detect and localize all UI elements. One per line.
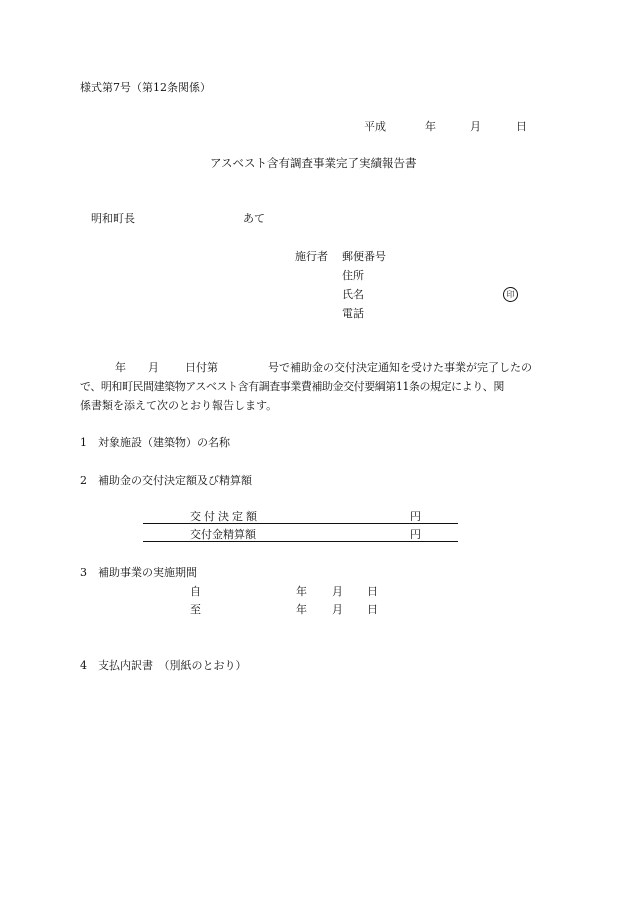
seal-mark: 印 [503,287,518,302]
section-1-heading: 1 対象施設（建築物）の名称 [80,436,230,449]
date-year: 年 [425,120,436,133]
addressee-suffix: あて [243,212,265,225]
decision-amount-unit: 円 [410,510,421,523]
decision-amount-underline [143,523,458,524]
form-number: 様式第7号（第12条関係） [80,81,211,94]
body-line1-rest: 号で補助金の交付決定通知を受けた事業が完了したの [268,361,532,374]
name-label: 氏名 [342,288,364,301]
body-day-ref: 日付第 [185,361,218,374]
period-to-label: 至 [190,603,201,616]
section-4-heading: 4 支払内訳書 （別紙のとおり） [80,659,247,672]
period-from-label: 自 [190,585,201,598]
settlement-amount-underline [143,541,458,542]
decision-amount-label: 交付決定額 [190,510,260,523]
document-title: アスベスト含有調査事業完了実績報告書 [210,156,417,170]
settlement-amount-label: 交付金精算額 [190,528,256,541]
body-line2: で、明和町民間建築物アスベスト含有調査事業費補助金交付要綱第11条の規定により、関 [80,380,504,393]
period-to-day: 日 [367,603,378,616]
period-from-day: 日 [367,585,378,598]
phone-label: 電話 [342,307,364,320]
date-era: 平成 [364,120,386,133]
settlement-amount-unit: 円 [410,528,421,541]
body-month: 月 [148,361,159,374]
period-from-month: 月 [332,585,343,598]
body-year: 年 [115,361,126,374]
address-label: 住所 [342,269,364,282]
date-month: 月 [470,120,481,133]
postal-code-label: 郵便番号 [342,250,386,263]
section-2-heading: 2 補助金の交付決定額及び精算額 [80,474,252,487]
period-to-year: 年 [296,603,307,616]
period-to-month: 月 [332,603,343,616]
period-from-year: 年 [296,585,307,598]
applicant-label: 施行者 [295,250,328,263]
body-line3: 係書類を添えて次のとおり報告します。 [80,399,278,412]
section-3-heading: 3 補助事業の実施期間 [80,566,197,579]
date-day: 日 [516,120,527,133]
addressee-name: 明和町長 [91,212,135,225]
